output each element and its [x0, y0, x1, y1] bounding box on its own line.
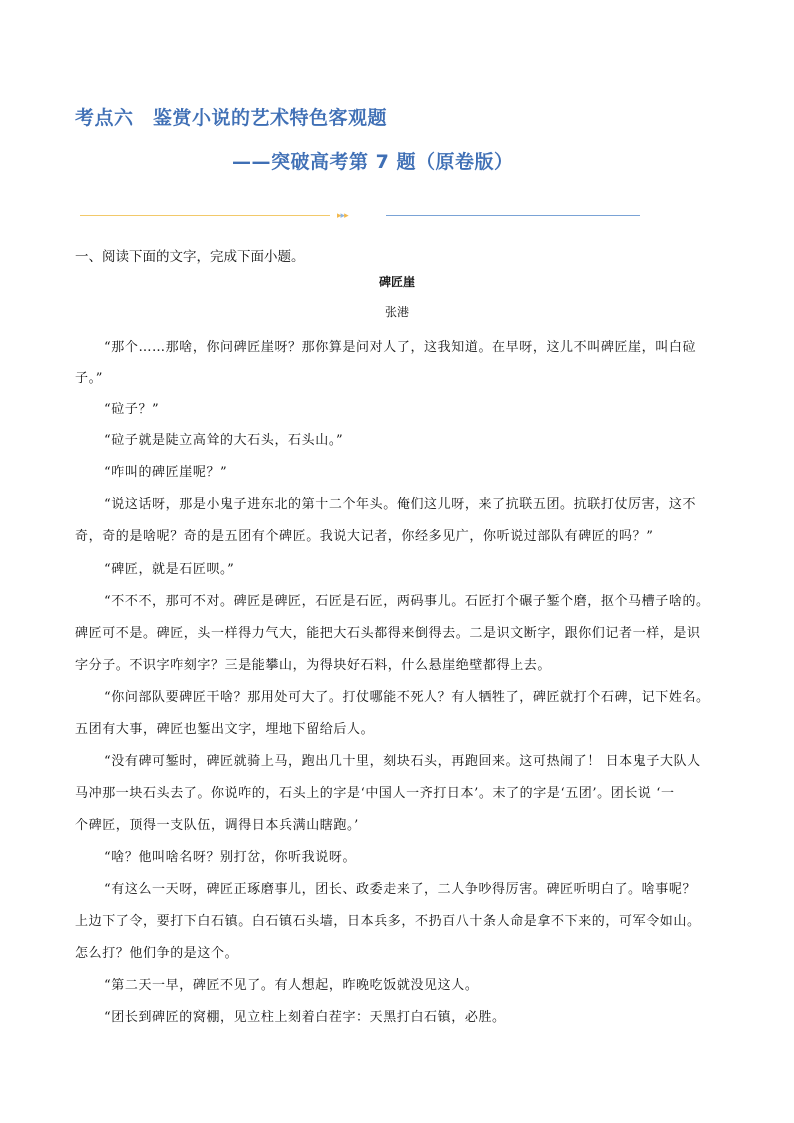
divider-line-right [386, 215, 640, 216]
page-title: 考点六 鉴赏小说的艺术特色客观题 [75, 107, 388, 129]
story-line: “第二天一早，碑匠不见了。有人想起，昨晚吃饭就没见这人。 [104, 978, 479, 993]
story-author: 张港 [384, 305, 409, 319]
story-line: “砬子？” [104, 402, 160, 417]
story-line: “有这么一天呀，碑匠正琢磨事儿，团长、政委走来了，二人争吵得厉害。碑匠听明白了。啥事呢？ [104, 882, 697, 897]
story-line: “咋叫的碑匠崖呢？” [104, 465, 228, 480]
story-line: 字分子。不识字咋刻字？三是能攀山，为得块好石料，什么悬崖绝壁都得上去。 [75, 658, 552, 673]
story-line: 五团有大事，碑匠也錾出文字，埋地下留给后人。 [75, 722, 375, 737]
page-subtitle: ——突破高考第 7 题（原卷版） [232, 151, 514, 173]
story-line: 上边下了令，要打下白石镇。白石镇石头墙，日本兵多，不扔百八十条人命是拿不下来的，可军令如山。 [75, 914, 701, 929]
story-line: “没有碑可錾时，碑匠就骑上马，跑出几十里，刻块石头，再跑回来。这可热闹了！ 日本鬼子大队人 [104, 754, 701, 769]
story-line: “碑匠，就是石匠呗。” [104, 562, 235, 577]
story-line: 碑匠可不是。碑匠，头一样得力气大，能把大石头都得来倒得去。二是识文断字，跟你们记者一样，是识 [75, 626, 701, 641]
story-line: 奇，奇的是啥呢？奇的是五团有个碑匠。我说大记者，你经多见广，你听说过部队有碑匠的吗？” [75, 529, 654, 544]
decorative-divider [80, 208, 640, 224]
question-instruction: 一、阅读下面的文字，完成下面小题。 [75, 249, 305, 265]
story-line: “那个……那啥，你问碑匠崖呀？那你算是问对人了，这我知道。在早呀，这儿不叫碑匠崖，叫白砬 [104, 340, 697, 355]
story-line: 个碑匠，顶得一支队伍，调得日本兵满山瞎跑。’ [75, 818, 359, 833]
story-line: 怎么打？他们争的是这个。 [75, 946, 239, 961]
divider-arrow-icons [337, 208, 348, 224]
story-line: 马冲那一块石头去了。你说咋的，石头上的字是‘中国人一齐打日本’。末了的字是‘五团’。团长说 ‘一 [75, 786, 675, 801]
story-line: “不不不，那可不对。碑匠是碑匠，石匠是石匠，两码事儿。石匠打个碾子錾个磨，抠个马槽子啥的。 [104, 594, 710, 609]
story-line: “团长到碑匠的窝棚，见立柱上刻着白茬字：天黑打白石镇，必胜。 [104, 1010, 506, 1025]
story-line: 子。” [75, 371, 103, 386]
divider-line-left [80, 215, 330, 216]
story-title: 碑匠崖 [378, 275, 415, 289]
arrow-right-icon: ▸ [340, 211, 345, 221]
story-line: “你问部队要碑匠干啥？那用处可大了。打仗哪能不死人？有人牺牲了，碑匠就打个石碑，记下姓名。 [104, 690, 710, 705]
arrow-right-icon: ▸ [337, 211, 341, 221]
story-line: “啥？他叫啥名呀？别打岔，你听我说呀。 [104, 850, 357, 865]
story-line: “砬子就是陡立高耸的大石头，石头山。” [104, 433, 344, 448]
story-line: “说这话呀，那是小鬼子进东北的第十二个年头。俺们这儿呀，来了抗联五团。抗联打仗厉害，这不 [104, 497, 697, 512]
arrow-right-icon: ▸ [344, 211, 348, 221]
